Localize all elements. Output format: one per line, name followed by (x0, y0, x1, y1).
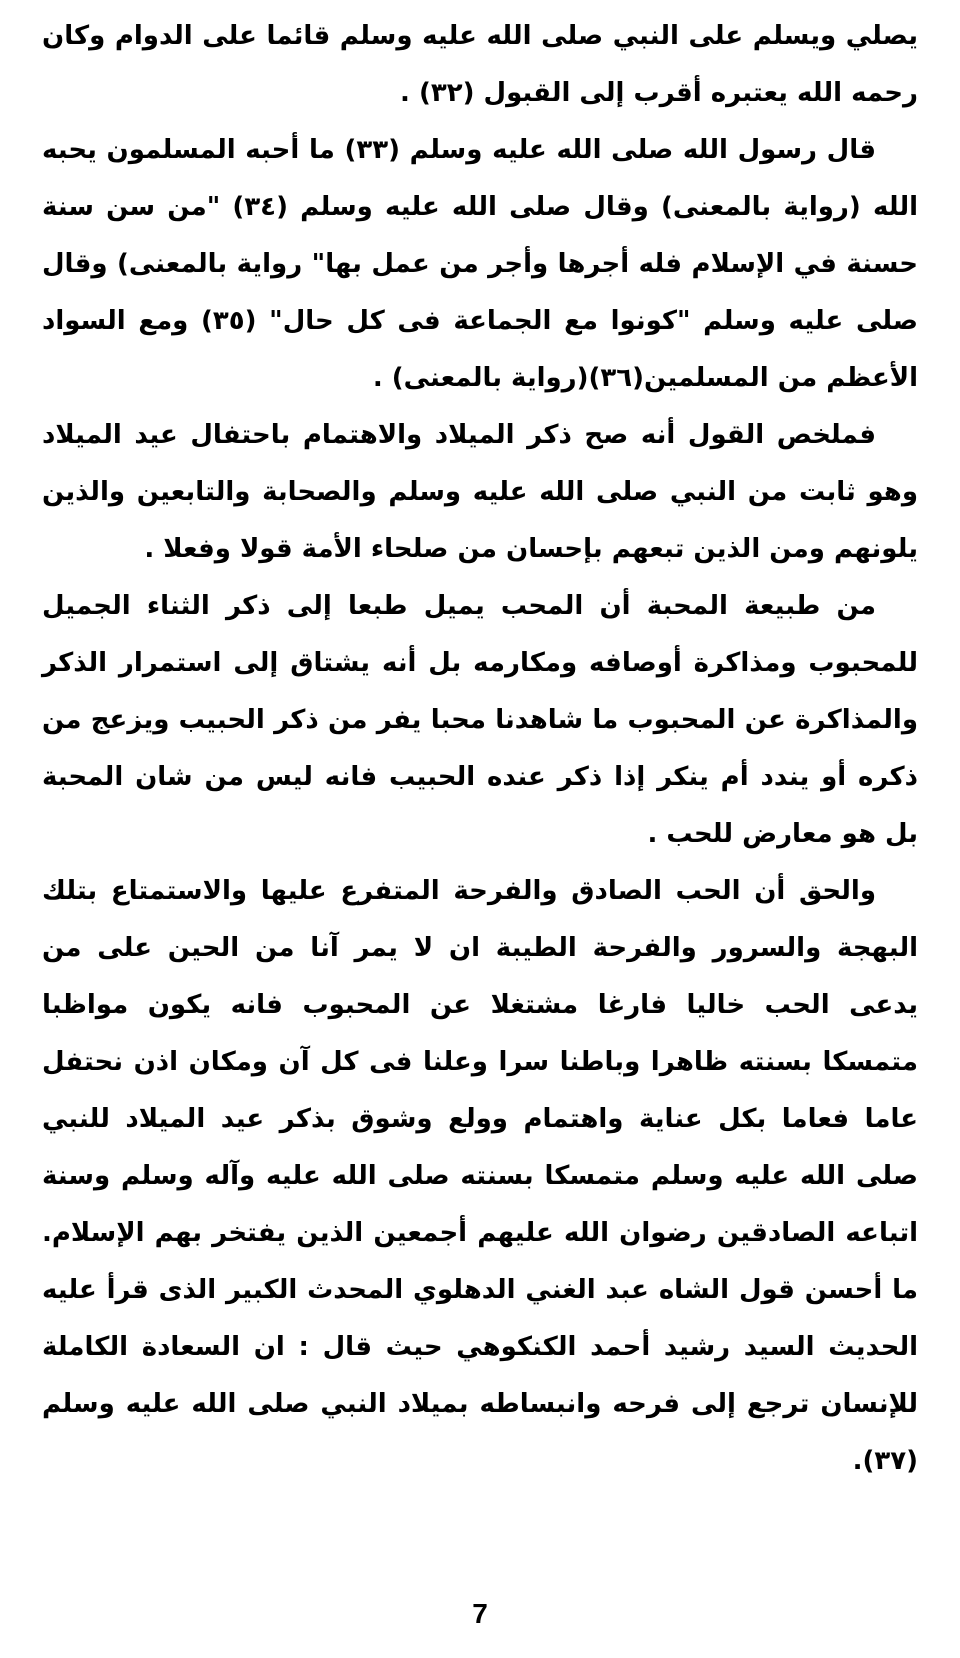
paragraph-3: فملخص القول أنه صح ذكر الميلاد والاهتمام باحتفال عيد الميلاد وهو ثابت من النبي صلى الله عليه وسلم والصحابة والتابعين والذين يلونهم ومن الذين تبعهم بإحسان من صلحاء الأمة قولا وفعلا . (42, 420, 918, 564)
paragraph-2: قال رسول الله صلى الله عليه وسلم (٣٣) ما أحبه المسلمون يحبه الله (رواية بالمعنى) وقال صلى الله عليه وسلم (٣٤) "من سن سنة حسنة في الإسلام فله أجرها وأجر من عمل بها" رواية بالمعنى) وقال صلى عليه وسلم "كونوا مع الجماعة فى كل حال" (٣٥) ومع السواد الأعظم من المسلمين(٣٦)(رواية بالمعنى) . (42, 135, 918, 393)
paragraph-4: من طبيعة المحبة أن المحب يميل طبعا إلى ذكر الثناء الجميل للمحبوب ومذاكرة أوصافه ومكارمه بل أنه يشتاق إلى استمرار الذكر والمذاكرة عن المحبوب ما شاهدنا محبا يفر من ذكر الحبيب ويزعج من ذكره أو يندد أم ينكر إذا ذكر عنده الحبيب فانه ليس من شان المحبة بل هو معارض للحب . (42, 591, 918, 849)
paragraph-5: والحق أن الحب الصادق والفرحة المتفرع عليها والاستمتاع بتلك البهجة والسرور والفرحة الطيبة ان لا يمر آنا من الحين على من يدعى الحب خاليا فارغا مشتغلا عن المحبوب فانه يكون مواظبا متمسكا بسنته ظاهرا وباطنا سرا وعلنا فى كل آن ومكان اذن نحتفل عاما فعاما بكل عناية واهتمام وولع وشوق بذكر عيد الميلاد للنبي صلى الله عليه وسلم متمسكا بسنته صلى الله عليه وآله وسلم وسنة اتباعه الصادقين رضوان الله عليهم أجمعين الذين يفتخر بهم الإسلام. ما أحسن قول الشاه عبد الغني الدهلوي المحدث الكبير الذى قرأ عليه الحديث السيد رشيد أحمد الكنكوهي حيث قال : ان السعادة الكاملة للإنسان ترجع إلى فرحه وانبساطه بميلاد النبي صلى الله عليه وسلم (٣٧). (42, 876, 918, 1476)
body-text (42, 8, 918, 1490)
paragraph-1: يصلي ويسلم على النبي صلى الله عليه وسلم قائما على الدوام وكان رحمه الله يعتبره أقرب إلى القبول (٣٢) . (42, 21, 918, 108)
page-number: 7 (472, 1598, 488, 1629)
